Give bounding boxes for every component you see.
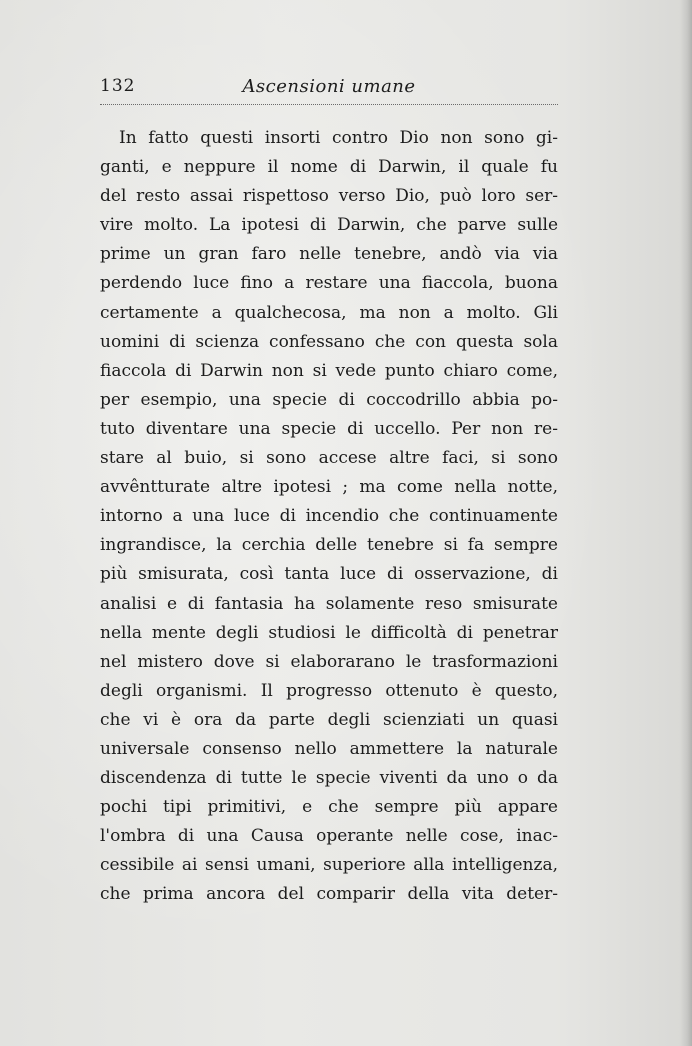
- text-line: del resto assai rispettoso verso Dio, può loro ser-: [100, 186, 558, 207]
- text-line: uomini di scienza confessano che con questa sola: [100, 331, 558, 352]
- text-line: prime un gran faro nelle tenebre, andò via via: [100, 244, 558, 265]
- text-line: nel mistero dove si elaborarano le trasformazioni: [100, 651, 558, 672]
- running-title: Ascensioni umane: [242, 76, 416, 97]
- text-line: ingrandisce, la cerchia delle tenebre si fa sempre: [100, 535, 558, 556]
- text-line: che prima ancora del comparir della vita deter-: [100, 884, 558, 905]
- text-line: ganti, e neppure il nome di Darwin, il quale fu: [100, 157, 558, 178]
- text-line: più smisurata, così tanta luce di osservazione, di: [100, 564, 558, 585]
- text-line: vire molto. La ipotesi di Darwin, che parve sulle: [100, 215, 558, 236]
- page-header: [100, 74, 558, 102]
- text-line: discendenza di tutte le specie viventi da uno o da: [100, 768, 558, 789]
- text-line: avvêntturate altre ipotesi ; ma come nella notte,: [100, 477, 558, 498]
- header-rule: [100, 104, 558, 105]
- text-line: perdendo luce fino a restare una fiaccola, buona: [100, 273, 558, 294]
- text-line: per esempio, una specie di coccodrillo abbia po-: [100, 389, 558, 410]
- text-line: universale consenso nello ammettere la naturale: [100, 738, 558, 759]
- text-line: l'ombra di una Causa operante nelle cose, inac-: [100, 826, 558, 847]
- text-line: cessibile ai sensi umani, superiore alla intelligenza,: [100, 855, 558, 876]
- text-line: In fatto questi insorti contro Dio non sono gi-: [119, 128, 558, 148]
- page-edge-shadow: [680, 0, 692, 1046]
- text-line: analisi e di fantasia ha solamente reso smisurate: [100, 593, 558, 614]
- text-line: degli organismi. Il progresso ottenuto è questo,: [100, 680, 558, 701]
- text-line: certamente a qualchecosa, ma non a molto. Gli: [100, 302, 558, 323]
- text-line: fiaccola di Darwin non si vede punto chiaro come,: [100, 360, 558, 381]
- text-line: che vi è ora da parte degli scienziati un quasi: [100, 709, 558, 730]
- page-number: 132: [100, 76, 136, 96]
- text-line: stare al buio, si sono accese altre faci, si sono: [100, 448, 558, 469]
- body-paragraph: [100, 124, 558, 910]
- text-line: intorno a una luce di incendio che continuamente: [100, 506, 558, 527]
- text-line: tuto diventare una specie di uccello. Per non re-: [100, 418, 558, 439]
- text-line: nella mente degli studiosi le difficoltà di penetrar: [100, 622, 558, 643]
- text-line: pochi tipi primitivi, e che sempre più appare: [100, 797, 558, 818]
